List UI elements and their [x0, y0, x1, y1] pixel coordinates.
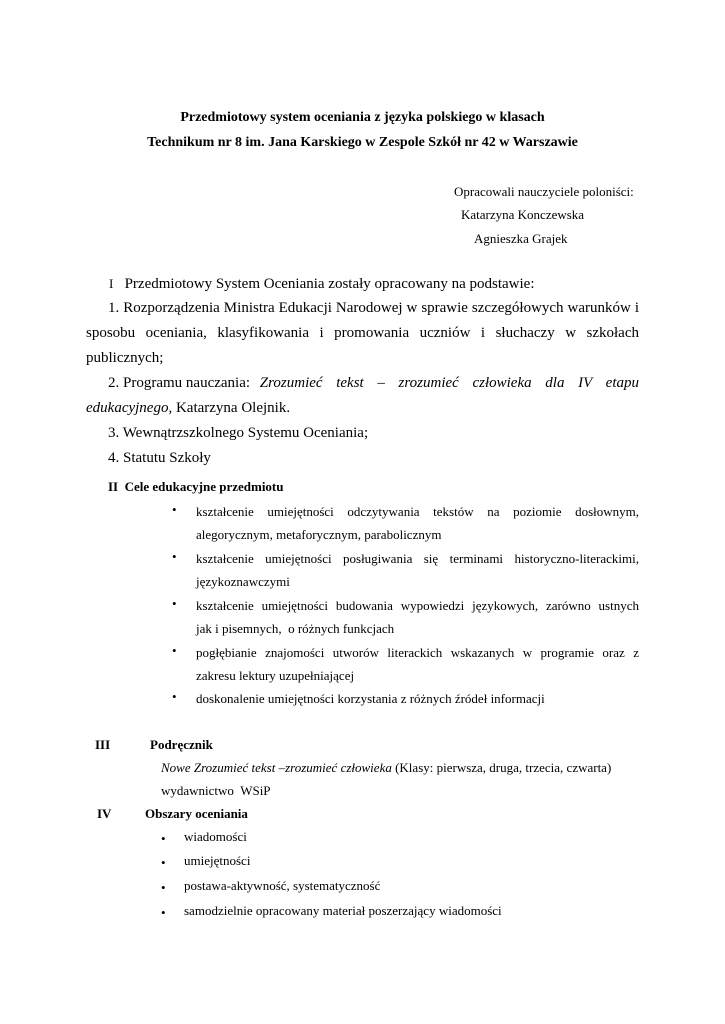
goal-2-line1: kształcenie umiejętności posługiwania się terminami historyczno-literackimi,: [196, 551, 639, 566]
document-title-line1: Przedmiotowy system oceniania z języka polskiego w klasach: [180, 110, 545, 125]
section1-item2-program-title: Zrozumieć tekst – zrozumieć człowieka dla IV etapu: [259, 375, 639, 391]
section2-heading: II Cele edukacyjne przedmiotu: [108, 479, 284, 494]
author-name-1: Katarzyna Konczewska: [461, 207, 585, 222]
bullet-icon: •: [172, 643, 177, 658]
section1-item3: 3. Wewnątrzszkolnego Systemu Oceniania;: [108, 425, 369, 441]
section1-item2-author: Katarzyna Olejnik.: [172, 400, 291, 416]
goal-1-line2: alegorycznym, metaforycznym, parabolicznym: [196, 527, 442, 542]
section1-item1-line3: publicznych;: [86, 350, 164, 366]
document-title-line2: Technikum nr 8 im. Jana Karskiego w Zespole Szkół nr 42 w Warszawie: [147, 135, 578, 150]
section1-heading-text: Przedmiotowy System Oceniania zostały opracowany na podstawie:: [124, 276, 535, 292]
section4-numeral: IV: [97, 806, 112, 821]
section1-item2-line1: [108, 371, 639, 396]
section3-book-line: [161, 760, 639, 776]
goal-3-line2: jak i pisemnych, o różnych funkcjach: [196, 621, 395, 636]
author-name-2: Agnieszka Grajek: [474, 231, 568, 246]
goal-1-line1: kształcenie umiejętności odczytywania tekstów na poziomie dosłownym,: [196, 504, 639, 519]
area-1: wiadomości: [184, 829, 247, 844]
section1-item1-line2: sposobu oceniania, klasyfikowania i promowania uczniów i słuchaczy w szkołach: [86, 325, 639, 341]
section1-item2-line2: [86, 396, 290, 421]
bullet-icon: •: [172, 596, 177, 611]
section1-numeral: I: [109, 276, 114, 291]
bullet-icon: •: [172, 549, 177, 564]
goal-2-line2: językoznawczymi: [196, 574, 290, 589]
section3-book-classes: (Klasy: pierwsza, druga, trzecia, czwarta): [391, 760, 612, 775]
section1-item1-line1: 1. Rozporządzenia Ministra Edukacji Narodowej w sprawie szczegółowych warunków i: [108, 300, 639, 316]
bullet-icon: •: [161, 905, 166, 920]
section1-item4: 4. Statutu Szkoły: [108, 450, 211, 466]
section1-item2-program-title-end: edukacyjnego,: [86, 400, 173, 416]
goal-4-line2: zakresu lektury uzupełniającej: [196, 668, 355, 683]
section4-heading: Obszary oceniania: [145, 806, 248, 821]
area-2: umiejętności: [184, 853, 251, 868]
area-4: samodzielnie opracowany materiał poszerzający wiadomości: [184, 903, 502, 918]
area-3: postawa-aktywność, systematyczność: [184, 878, 381, 893]
goal-3-line1: kształcenie umiejętności budowania wypowiedzi językowych, zarówno ustnych: [196, 598, 639, 613]
section3-publisher: wydawnictwo WSiP: [161, 783, 271, 798]
section3-numeral: III: [95, 737, 111, 752]
section3-heading: Podręcznik: [150, 737, 213, 752]
bullet-icon: •: [172, 689, 177, 704]
bullet-icon: •: [172, 502, 177, 517]
goal-4-line1: pogłębianie znajomości utworów literackich wskazanych w programie oraz z: [196, 645, 639, 660]
section3-book-title: Nowe Zrozumieć tekst –zrozumieć człowieka: [161, 760, 392, 775]
bullet-icon: •: [161, 855, 166, 870]
section1-item2-prefix: 2. Programu nauczania:: [108, 375, 254, 391]
goal-5-line1: doskonalenie umiejętności korzystania z różnych źródeł informacji: [196, 691, 545, 706]
authors-intro: Opracowali nauczyciele poloniści:: [454, 184, 634, 199]
bullet-icon: •: [161, 880, 166, 895]
section1-heading: [109, 271, 535, 297]
bullet-icon: •: [161, 831, 166, 846]
